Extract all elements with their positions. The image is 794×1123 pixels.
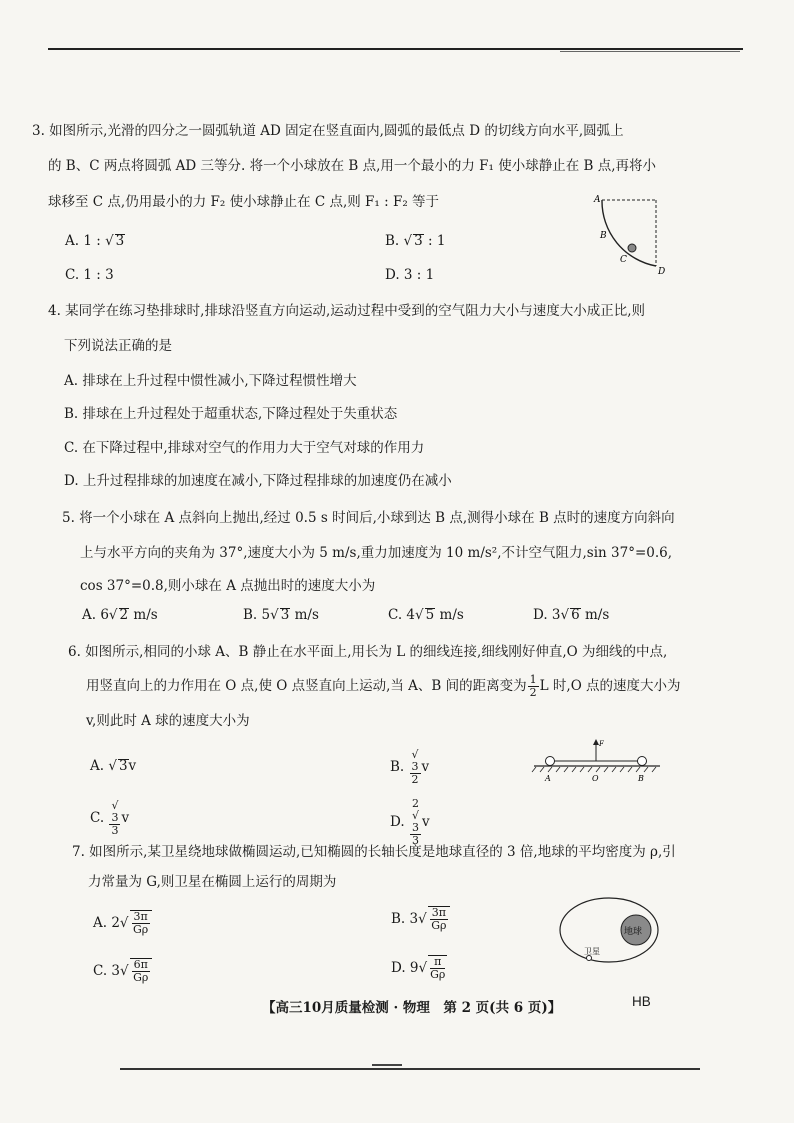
- q3-line2: 的 B、C 两点将圆弧 AD 三等分. 将一个小球放在 B 点,用一个最小的力 F₁ 使小球静止在 B 点,再将小: [48, 158, 657, 174]
- q6-fig-label-o: O: [592, 774, 599, 783]
- q6-option-b: B. √ 3 2 v: [390, 748, 430, 786]
- q6-option-c: C. √ 3 3 v: [90, 799, 130, 837]
- q6-string-figure: [530, 736, 670, 786]
- q5-option-d: D. 3√ 6 m/s: [533, 607, 610, 623]
- q6-fig-label-b: B: [638, 774, 644, 783]
- q6-option-a: A. √ 3v: [90, 758, 137, 774]
- q6-ball-b: [638, 757, 647, 766]
- exam-code: HB: [632, 994, 651, 1009]
- q4-option-b: B. 排球在上升过程处于超重状态,下降过程处于失重状态: [64, 406, 398, 422]
- q3-fig-label-b: B: [600, 231, 607, 241]
- q3-fig-label-c: C: [620, 255, 627, 265]
- q5-option-a: A. 6√ 2 m/s: [82, 607, 158, 623]
- q5-option-b: B. 5√ 3 m/s: [243, 607, 319, 623]
- q3-fig-label-a: A: [594, 195, 601, 205]
- q3-ball: [628, 244, 636, 252]
- page-footer: 【高三10月质量检测 · 物理 第 2 页(共 6 页)】: [262, 1000, 562, 1016]
- q7-option-b: B. 3√ $\frac{3\pi}{G\rho}$: [391, 906, 450, 932]
- q6-line1: 6. 如图所示,相同的小球 A、B 静止在水平面上,用长为 L 的细线连接,细线刚好伸直,O 为细线的中点,: [68, 644, 668, 660]
- q3-fig-label-d: D: [658, 267, 666, 277]
- q3-option-a: A. 1 : √ 3: [65, 233, 125, 249]
- q6-line3: v,则此时 A 球的速度大小为: [86, 713, 250, 729]
- q5-option-c: C. 4√ 5 m/s: [388, 607, 464, 623]
- q5-line2: 上与水平方向的夹角为 37°,速度大小为 5 m/s,重力加速度为 10 m/s²,不计空气阻力,sin 37°=0.6,: [80, 545, 673, 561]
- q6-fig-label-f: F: [599, 740, 604, 748]
- bottom-mark: [372, 1064, 402, 1066]
- q6-ball-a: [546, 757, 555, 766]
- q5-line3: cos 37°=0.8,则小球在 A 点抛出时的速度大小为: [80, 578, 376, 594]
- q3-line1: 3. 如图所示,光滑的四分之一圆弧轨道 AD 固定在竖直面内,圆弧的最低点 D 的切线方向水平,圆弧上: [32, 123, 624, 139]
- q7-ellipse-figure: [556, 892, 666, 972]
- q6-fig-label-a: A: [545, 774, 551, 783]
- q6-option-d: D. 2 √ 3 3 v: [390, 797, 430, 847]
- q3-option-c: C. 1 : 3: [65, 267, 114, 283]
- q5-line1: 5. 将一个小球在 A 点斜向上抛出,经过 0.5 s 时间后,小球到达 B 点,测得小球在 B 点时的速度方向斜向: [62, 510, 675, 526]
- q7-option-d: D. 9√ $\frac{\pi}{G\rho}$: [391, 955, 446, 981]
- q4-option-a: A. 排球在上升过程中惯性减小,下降过程惯性增大: [64, 373, 357, 389]
- q7-option-a: A. 2√ $\frac{3\pi}{G\rho}$: [93, 910, 152, 936]
- q6-line2: 用竖直向上的力作用在 O 点,使 O 点竖直向上运动,当 A、B 间的距离变为 $\frac{1}{2}$ L 时,O 点的速度大小为: [86, 673, 681, 699]
- top-rule-secondary: [560, 51, 740, 52]
- bottom-rule: [120, 1068, 700, 1070]
- q7-line2: 力常量为 G,则卫星在椭圆上运行的周期为: [88, 874, 337, 890]
- q7-option-c: C. 3√ $\frac{6\pi}{G\rho}$: [93, 958, 152, 984]
- top-rule: [48, 48, 743, 50]
- q4-line2: 下列说法正确的是: [64, 338, 172, 354]
- q4-option-c: C. 在下降过程中,排球对空气的作用力大于空气对球的作用力: [64, 440, 425, 456]
- q7-earth-label: 地球: [624, 927, 643, 937]
- q3-arc-figure: [590, 190, 680, 280]
- q3-option-d: D. 3 : 1: [385, 267, 435, 283]
- q3-option-b: B. √ 3 : 1: [385, 233, 446, 249]
- q4-option-d: D. 上升过程排球的加速度在减小,下降过程排球的加速度仍在减小: [64, 473, 452, 489]
- q7-line1: 7. 如图所示,某卫星绕地球做椭圆运动,已知椭圆的长轴长度是地球直径的 3 倍,地球的平均密度为 ρ,引: [72, 844, 676, 860]
- q7-satellite: [587, 956, 592, 961]
- q3-line3: 球移至 C 点,仍用最小的力 F₂ 使小球静止在 C 点,则 F₁ : F₂ 等于: [48, 194, 440, 210]
- q7-satellite-label: 卫星: [584, 947, 600, 956]
- q4-line1: 4. 某同学在练习垫排球时,排球沿竖直方向运动,运动过程中受到的空气阻力大小与速度大小成正比,则: [48, 303, 646, 319]
